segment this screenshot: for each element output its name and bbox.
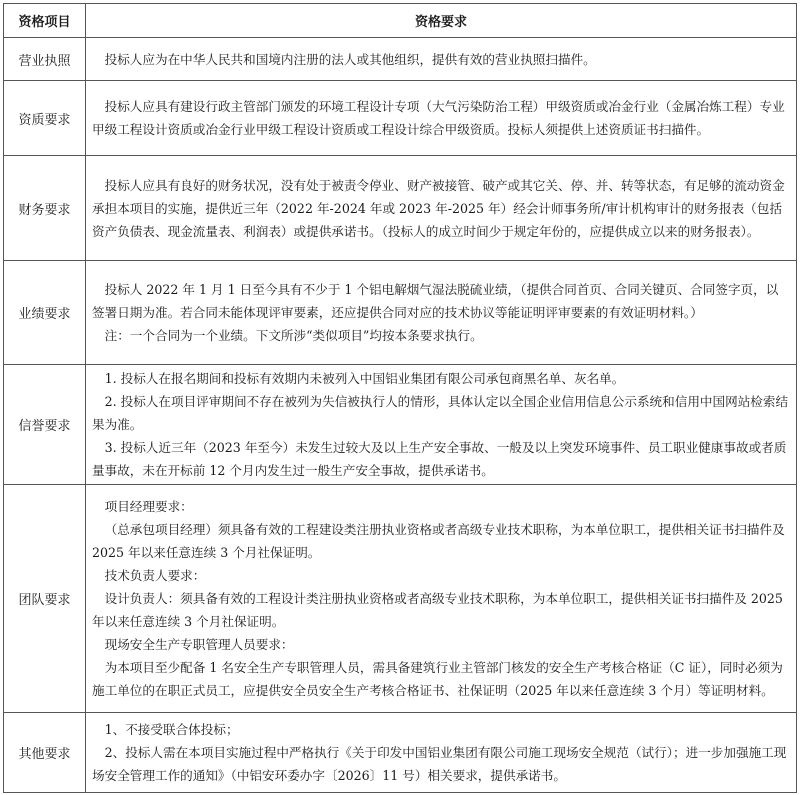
table-row-performance bbox=[4, 261, 797, 365]
content-line: 3. 投标人近三年（2023 年至今）未发生过较大及以上生产安全事故、一般及以上突发环境事件、员工职业健康事故或者质量事故，未在开标前 12 个月内发生过一般生产安全事故，提供承诺书。 bbox=[92, 440, 787, 478]
header-qualification-requirement: 资格要求 bbox=[86, 4, 797, 38]
row-content-financial bbox=[86, 156, 797, 261]
content-line: 投标人 2022 年 1 月 1 日至今具有不少于 1 个铝电解烟气湿法脱硫业绩，（提供合同首页、合同关键页、合同签字页，以签署日期为准。若合同未能体现评审要素，还应提供合同对应的技术协议等能证明评审要素的有效证明材料。） bbox=[92, 282, 779, 320]
table-row-reputation bbox=[4, 365, 797, 485]
row-content-performance bbox=[86, 261, 797, 365]
table-row-business-license bbox=[4, 38, 797, 81]
row-label-reputation: 信誉要求 bbox=[4, 365, 86, 485]
content-line: 为本项目至少配备 1 名安全生产专职管理人员，需具备建筑行业主管部门核发的安全生产考核合格证（C 证），同时必须为施工单位的在职正式员工，应提供安全员安全生产考核合格证书、社保证明（2025 年以来任意连续 3 个月）等证明材料。 bbox=[92, 660, 783, 698]
content-line: 技术负责人要求： bbox=[104, 568, 206, 583]
table-row-financial bbox=[4, 156, 797, 261]
table-row-other bbox=[4, 713, 797, 793]
row-label-other: 其他要求 bbox=[4, 713, 86, 793]
row-label-business-license: 营业执照 bbox=[4, 38, 86, 81]
content-line: 现场安全生产专职管理人员要求： bbox=[104, 637, 294, 652]
table-header-row bbox=[4, 4, 797, 38]
qualification-table bbox=[3, 3, 797, 793]
content-line: 项目经理要求： bbox=[104, 499, 193, 514]
table-row-team bbox=[4, 485, 797, 713]
row-label-team: 团队要求 bbox=[4, 485, 86, 713]
content-line: 1. 投标人在报名期间和投标有效期内未被列入中国铝业集团有限公司承包商黑名单、灰名单。 bbox=[104, 371, 625, 386]
content-line: 投标人应具有良好的财务状况，没有处于被责令停业、财产被接管、破产或其它关、停、并、转等状态，有足够的流动资金承担本项目的实施，提供近三年（2022 年-2024 年或 2023 年-2025 年）经会计师事务所/审计机构审计的财务报表（包括资产负债表、现金流量表、利润表）或提供承诺书。（投标人的成立时间少于规定年份的，应提供成立以来的财务报表）。 bbox=[92, 177, 785, 239]
row-content-qualification bbox=[86, 81, 797, 156]
row-label-financial: 财务要求 bbox=[4, 156, 86, 261]
header-qualification-item: 资格项目 bbox=[4, 4, 86, 38]
content-line: 投标人应具有建设行政主管部门颁发的环境工程设计专项（大气污染防治工程）甲级资质或冶金行业（金属冶炼工程）专业甲级工程设计资质或冶金行业甲级工程设计资质或工程设计综合甲级资质。投标人须提供上述资质证书扫描件。 bbox=[92, 99, 785, 137]
content-line: 2、投标人需在本项目实施过程中严格执行《关于印发中国铝业集团有限公司施工现场安全规范（试行）；进一步加强施工现场安全管理工作的通知》（中铝安环委办字〔2026〕11 号）相关要求，提供承诺书。 bbox=[92, 745, 787, 783]
row-content-other bbox=[86, 713, 797, 793]
content-line: 投标人应为在中华人民共和国境内注册的法人或其他组织，提供有效的营业执照扫描件。 bbox=[104, 51, 596, 67]
table-row-qualification bbox=[4, 81, 797, 156]
row-label-performance: 业绩要求 bbox=[4, 261, 86, 365]
content-line: 注：一个合同为一个业绩。下文所涉“类似项目”均按本条要求执行。 bbox=[104, 328, 483, 343]
content-line: 1、不接受联合体投标； bbox=[104, 722, 239, 737]
row-content-business-license bbox=[86, 38, 797, 81]
row-label-qualification: 资质要求 bbox=[4, 81, 86, 156]
row-content-team bbox=[86, 485, 797, 713]
row-content-reputation bbox=[86, 365, 797, 485]
content-line: 设计负责人：须具备有效的工程设计类注册执业资格或者高级专业技术职称，为本单位职工，提供相关证书扫描件及 2025 年以来任意连续 3 个月社保证明。 bbox=[92, 591, 783, 629]
content-line: 2. 投标人在项目评审期间不存在被列为失信被执行人的情形，具体认定以全国企业信用信息公示系统和信用中国网站检索结果为准。 bbox=[92, 394, 789, 432]
content-line: （总承包项目经理）须具备有效的工程建设类注册执业资格或者高级专业技术职称，为本单位职工，提供相关证书扫描件及 2025 年以来任意连续 3 个月社保证明。 bbox=[92, 522, 785, 560]
